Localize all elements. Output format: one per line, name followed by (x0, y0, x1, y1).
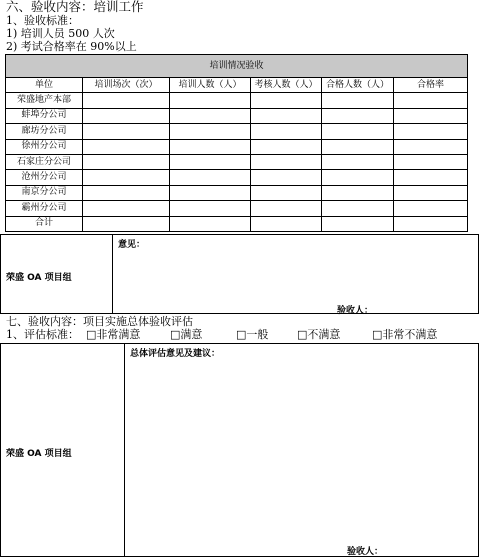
data-cell[interactable] (170, 201, 251, 216)
data-cell[interactable] (394, 201, 468, 216)
data-cell[interactable] (83, 154, 170, 169)
table-row-total (6, 216, 468, 231)
unit-cell: 徐州分公司 (6, 139, 83, 154)
signoff-box-2-divider (124, 343, 125, 557)
data-cell[interactable] (394, 216, 468, 231)
data-cell[interactable] (83, 108, 170, 123)
table-row (6, 124, 468, 139)
data-cell[interactable] (322, 201, 394, 216)
rating-option-neutral[interactable]: □一般 (236, 328, 269, 341)
data-cell[interactable] (394, 185, 468, 200)
table-header-row (6, 78, 468, 93)
column-header: 培训场次（次） (83, 78, 170, 93)
data-cell[interactable] (394, 154, 468, 169)
data-cell[interactable] (170, 139, 251, 154)
data-cell[interactable] (170, 216, 251, 231)
section6-criteria-label: 1、验收标准： (6, 14, 79, 27)
data-cell[interactable] (251, 93, 322, 108)
signoff-box-1-divider (112, 234, 113, 314)
column-header: 单位 (6, 78, 83, 93)
data-cell[interactable] (83, 93, 170, 108)
data-cell[interactable] (83, 201, 170, 216)
training-table (5, 54, 468, 232)
data-cell[interactable] (394, 108, 468, 123)
unit-cell: 合计 (6, 216, 83, 231)
table-row (6, 170, 468, 185)
signoff-group-label: 荣盛 OA 项目组 (6, 449, 72, 459)
column-header: 合格率 (394, 78, 468, 93)
data-cell[interactable] (322, 170, 394, 185)
unit-cell: 南京分公司 (6, 185, 83, 200)
data-cell[interactable] (251, 170, 322, 185)
unit-cell: 荣盛地产本部 (6, 93, 83, 108)
rating-option-satisfied[interactable]: □满意 (170, 328, 203, 341)
data-cell[interactable] (322, 185, 394, 200)
unit-cell: 蚌埠分公司 (6, 108, 83, 123)
opinion-label: 意见： (118, 240, 146, 250)
unit-cell: 石家庄分公司 (6, 154, 83, 169)
data-cell[interactable] (170, 170, 251, 185)
column-header: 培训人数（人） (170, 78, 251, 93)
data-cell[interactable] (322, 108, 394, 123)
data-cell[interactable] (170, 124, 251, 139)
section7-title: 七、验收内容：项目实施总体验收评估 (6, 315, 193, 328)
table-row (6, 154, 468, 169)
data-cell[interactable] (394, 93, 468, 108)
data-cell[interactable] (170, 185, 251, 200)
signoff-group-label: 荣盛 OA 项目组 (6, 273, 72, 283)
unit-cell: 霸州分公司 (6, 201, 83, 216)
table-row (6, 108, 468, 123)
rating-option-very-satisfied[interactable]: □非常满意 (86, 328, 141, 341)
data-cell[interactable] (83, 185, 170, 200)
data-cell[interactable] (251, 154, 322, 169)
data-cell[interactable] (251, 216, 322, 231)
data-cell[interactable] (322, 124, 394, 139)
data-cell[interactable] (322, 216, 394, 231)
data-cell[interactable] (251, 201, 322, 216)
acceptor-label: 验收人： (347, 547, 384, 557)
table-row (6, 93, 468, 108)
unit-cell: 廊坊分公司 (6, 124, 83, 139)
data-cell[interactable] (394, 139, 468, 154)
section6-title: 六、验收内容：培训工作 (6, 0, 144, 14)
data-cell[interactable] (170, 93, 251, 108)
data-cell[interactable] (322, 139, 394, 154)
overall-opinion-label: 总体评估意见及建议： (130, 349, 221, 359)
section7-criteria-label: 1、评估标准： (6, 328, 79, 341)
rating-option-dissatisfied[interactable]: □不满意 (297, 328, 341, 341)
column-header: 考核人数（人） (251, 78, 322, 93)
training-table-title: 培训情况验收 (6, 55, 468, 78)
data-cell[interactable] (251, 124, 322, 139)
section6-item-1: 1) 培训人员 500 人次 (6, 27, 115, 40)
data-cell[interactable] (170, 108, 251, 123)
rating-option-very-dissatisfied[interactable]: □非常不满意 (372, 328, 438, 341)
data-cell[interactable] (83, 216, 170, 231)
data-cell[interactable] (251, 185, 322, 200)
section6-item-2: 2) 考试合格率在 90%以上 (6, 40, 137, 53)
data-cell[interactable] (251, 108, 322, 123)
data-cell[interactable] (170, 154, 251, 169)
data-cell[interactable] (322, 154, 394, 169)
column-header: 合格人数（人） (322, 78, 394, 93)
data-cell[interactable] (394, 170, 468, 185)
table-row (6, 201, 468, 216)
data-cell[interactable] (322, 93, 394, 108)
acceptor-label: 验收人： (337, 306, 374, 316)
data-cell[interactable] (83, 170, 170, 185)
data-cell[interactable] (251, 139, 322, 154)
table-row (6, 185, 468, 200)
data-cell[interactable] (83, 139, 170, 154)
table-row (6, 139, 468, 154)
unit-cell: 沧州分公司 (6, 170, 83, 185)
data-cell[interactable] (394, 124, 468, 139)
data-cell[interactable] (83, 124, 170, 139)
